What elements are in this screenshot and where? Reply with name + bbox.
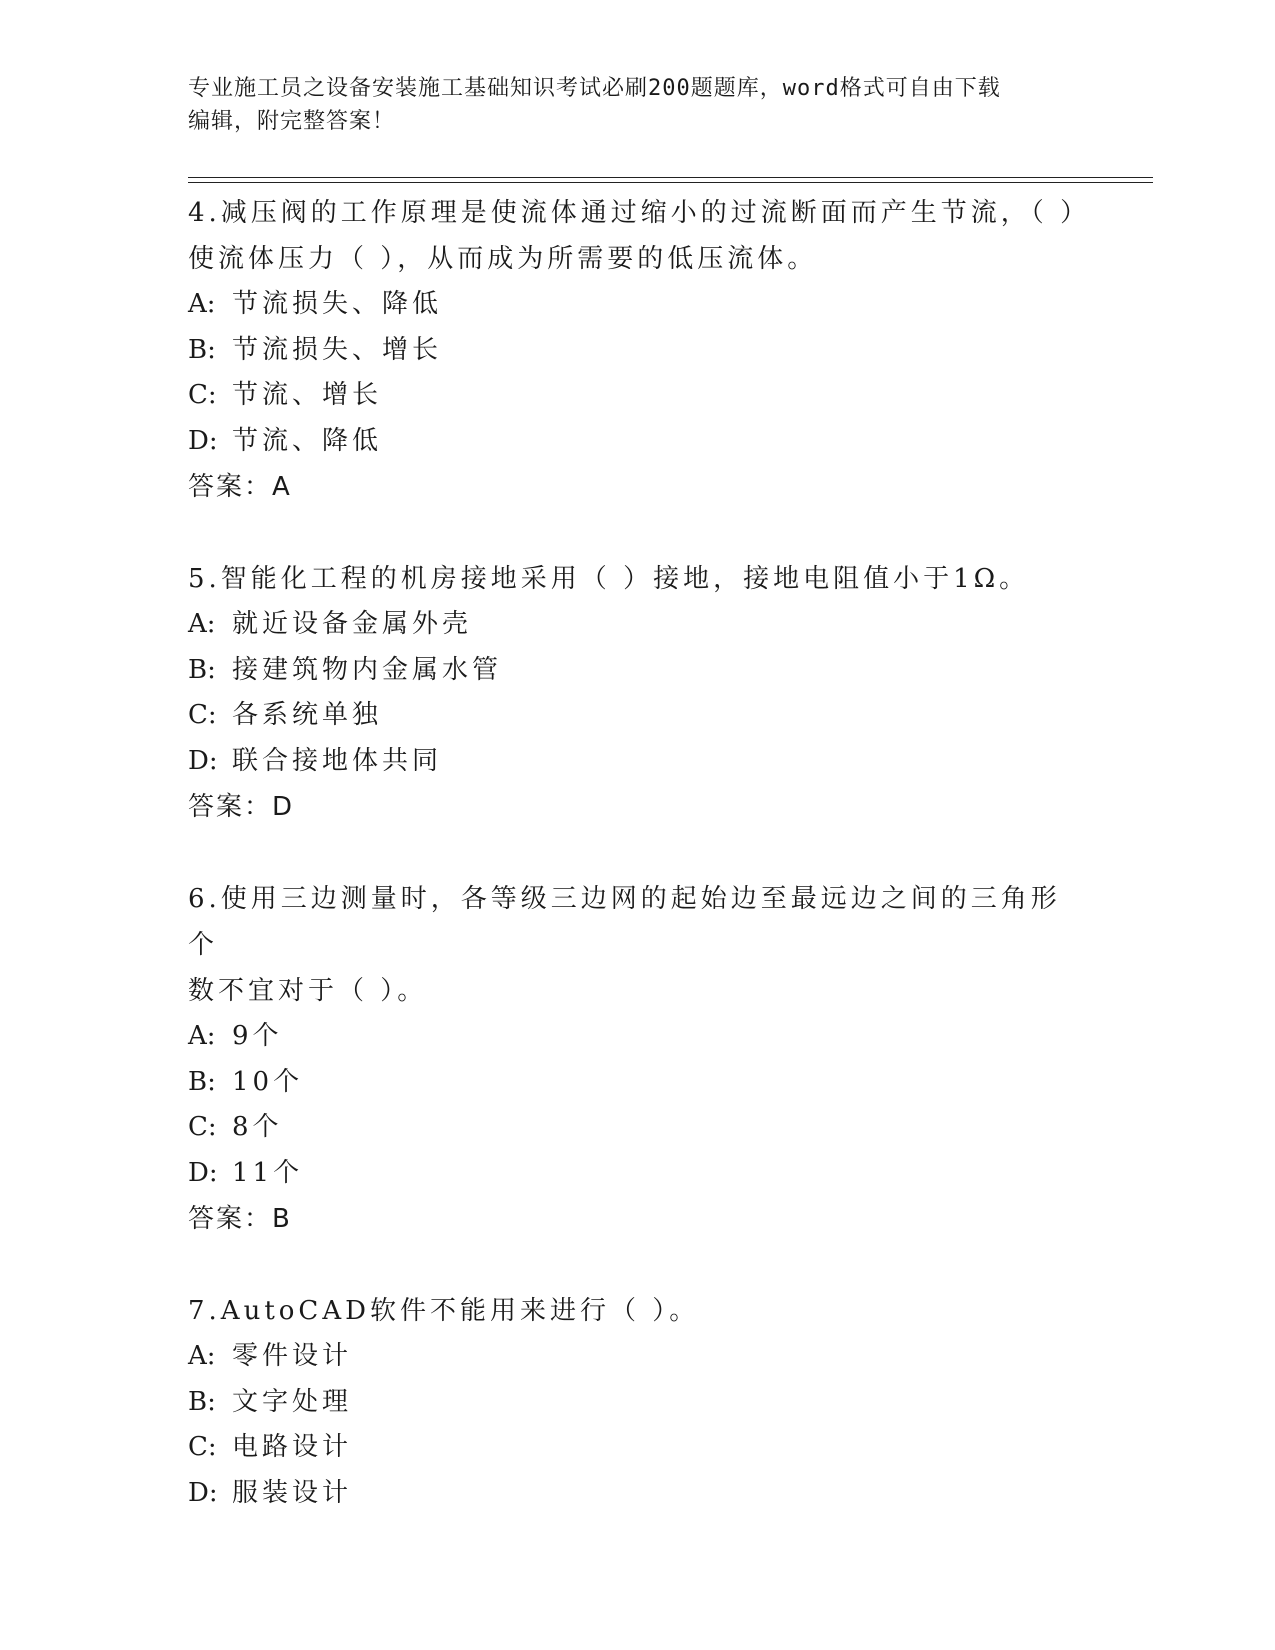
question-6-option-a [188,1014,1088,1060]
option-text: 8个 [232,1112,283,1142]
question-spacer [188,510,1088,556]
question-4-option-a [188,282,1088,328]
option-letter: D: [188,1157,218,1188]
question-6-text-line-1: 6.使用三边测量时，各等级三边网的起始边至最远边之间的三角形个 [188,884,1061,960]
option-text: 就近设备金属外壳 [232,609,473,639]
option-letter: D: [188,745,218,776]
question-7 [188,1288,1088,1516]
option-text: 服装设计 [232,1477,353,1508]
option-text: 接建筑物内金属水管 [232,654,503,685]
option-letter: C: [188,1432,217,1462]
option-text: 电路设计 [232,1432,353,1462]
option-letter: D: [188,425,218,456]
question-6 [188,876,1088,1242]
question-spacer [188,1242,1088,1288]
question-4-text-line-1: 4.减压阀的工作原理是使流体通过缩小的过流断面而产生节流，（ ） [188,198,1091,228]
option-letter: C: [188,1112,217,1142]
option-text: 10个 [232,1066,304,1097]
option-letter: B: [188,334,216,365]
question-5 [188,556,1088,830]
option-text: 零件设计 [232,1341,353,1371]
question-6-answer: 答案：B [188,1204,292,1234]
question-4-text-line-2: 使流体压力（ ），从而成为所需要的低压流体。 [188,244,818,274]
option-text: 9个 [232,1021,283,1051]
question-spacer [188,830,1088,876]
question-7-option-b [188,1380,1088,1426]
option-text: 各系统单独 [232,700,383,730]
question-4-option-b [188,328,1088,374]
option-letter: B: [188,654,216,685]
question-7-option-c [188,1425,1088,1471]
header-line-2: 编辑，附完整答案！ [188,109,396,134]
header-rule-bottom [188,182,1153,183]
option-text: 文字处理 [232,1386,353,1417]
option-letter: A: [188,1021,216,1051]
option-letter: B: [188,1386,216,1417]
option-text: 节流、增长 [232,380,383,410]
option-letter: A: [188,609,216,639]
question-5-option-d [188,739,1088,785]
question-5-option-a [188,602,1088,648]
question-list [188,190,1091,1516]
header-line-1: 专业施工员之设备安装施工基础知识考试必刷200题题库，word格式可自由下载 [188,76,1001,101]
question-4-option-c [188,373,1088,419]
question-5-option-b [188,648,1088,694]
document-header [188,72,1088,138]
question-5-text-line-1: 5.智能化工程的机房接地采用（ ）接地，接地电阻值小于1Ω。 [188,564,1030,594]
question-6-option-b [188,1060,1088,1106]
question-5-option-c [188,693,1088,739]
question-7-option-a [188,1334,1088,1380]
question-5-answer: 答案：D [188,792,295,822]
option-letter: A: [188,1341,216,1371]
option-text: 节流、降低 [232,425,383,456]
option-letter: B: [188,1066,216,1097]
header-rule-top [188,177,1153,178]
question-6-option-d [188,1151,1088,1197]
question-4-option-d [188,419,1088,465]
question-6-text-line-2: 数不宜对于（ ）。 [188,976,428,1006]
question-4-answer: 答案：A [188,472,292,502]
option-letter: C: [188,380,217,410]
option-letter: D: [188,1477,218,1508]
question-7-option-d [188,1471,1088,1517]
question-7-text-line-1: 7.AutoCAD软件不能用来进行（ ）。 [188,1296,700,1326]
option-letter: C: [188,700,217,730]
option-text: 联合接地体共同 [232,745,443,776]
option-text: 节流损失、降低 [232,289,443,319]
option-letter: A: [188,289,216,319]
question-4 [188,190,1091,510]
option-text: 节流损失、增长 [232,334,443,365]
question-6-option-c [188,1105,1088,1151]
option-text: 11个 [232,1157,304,1188]
